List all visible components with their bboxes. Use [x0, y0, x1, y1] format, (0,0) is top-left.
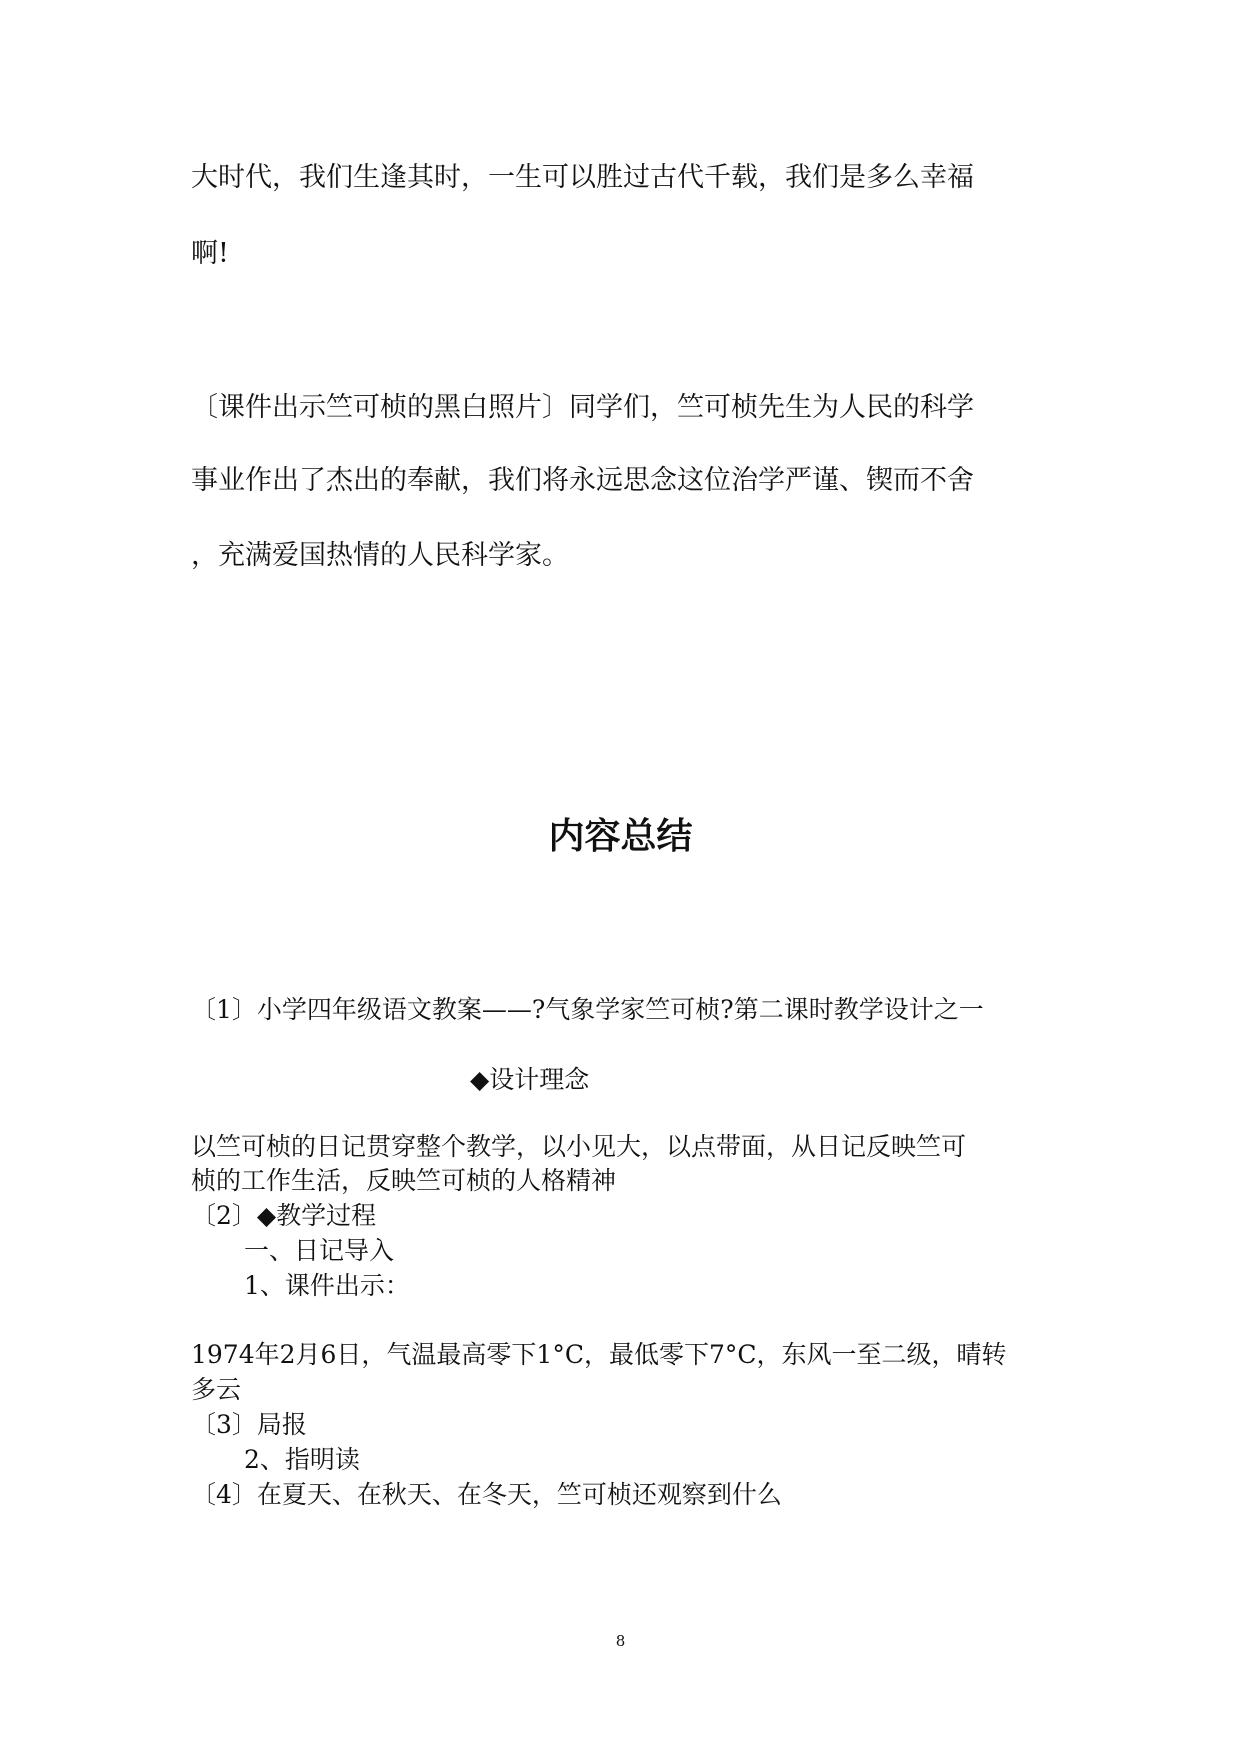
teaching-step: 1、课件出示：: [244, 1271, 410, 1300]
paragraph-line: 大时代，我们生逢其时，一生可以胜过古代千载，我们是多么幸福: [191, 162, 974, 193]
teaching-step: 一、日记导入: [244, 1236, 395, 1265]
concept-text-line: 桢的工作生活，反映竺可桢的人格精神: [191, 1166, 617, 1195]
summary-item-1: 〔1〕小学四年级语文教案——?气象学家竺可桢?第二课时教学设计之一: [191, 995, 984, 1024]
summary-item-2: 〔2〕◆教学过程: [191, 1201, 377, 1230]
page-number: 8: [615, 1632, 626, 1650]
concept-text-line: 以竺可桢的日记贯穿整个教学，以小见大，以点带面，从日记反映竺可: [191, 1132, 967, 1161]
paragraph-line: 啊!: [191, 238, 229, 269]
diary-line: 1974年2月6日，气温最高零下1°C，最低零下7°C，东风一至二级，晴转: [191, 1340, 1007, 1369]
summary-item-3: 〔3〕局报: [191, 1410, 307, 1439]
diary-line: 多云: [191, 1375, 242, 1404]
summary-item-4: 〔4〕在夏天、在秋天、在冬天，竺可桢还观察到什么: [191, 1480, 782, 1509]
paragraph-line: 〔课件出示竺可桢的黑白照片〕同学们，竺可桢先生为人民的科学: [191, 392, 974, 423]
paragraph-line: 事业作出了杰出的奉献，我们将永远思念这位治学严谨、锲而不舍: [191, 465, 974, 496]
teaching-step: 2、指明读: [244, 1445, 360, 1474]
paragraph-line: ，充满爱国热情的人民科学家。: [191, 540, 569, 571]
section-heading: 内容总结: [548, 816, 693, 857]
design-concept-title: ◆设计理念: [470, 1065, 590, 1094]
